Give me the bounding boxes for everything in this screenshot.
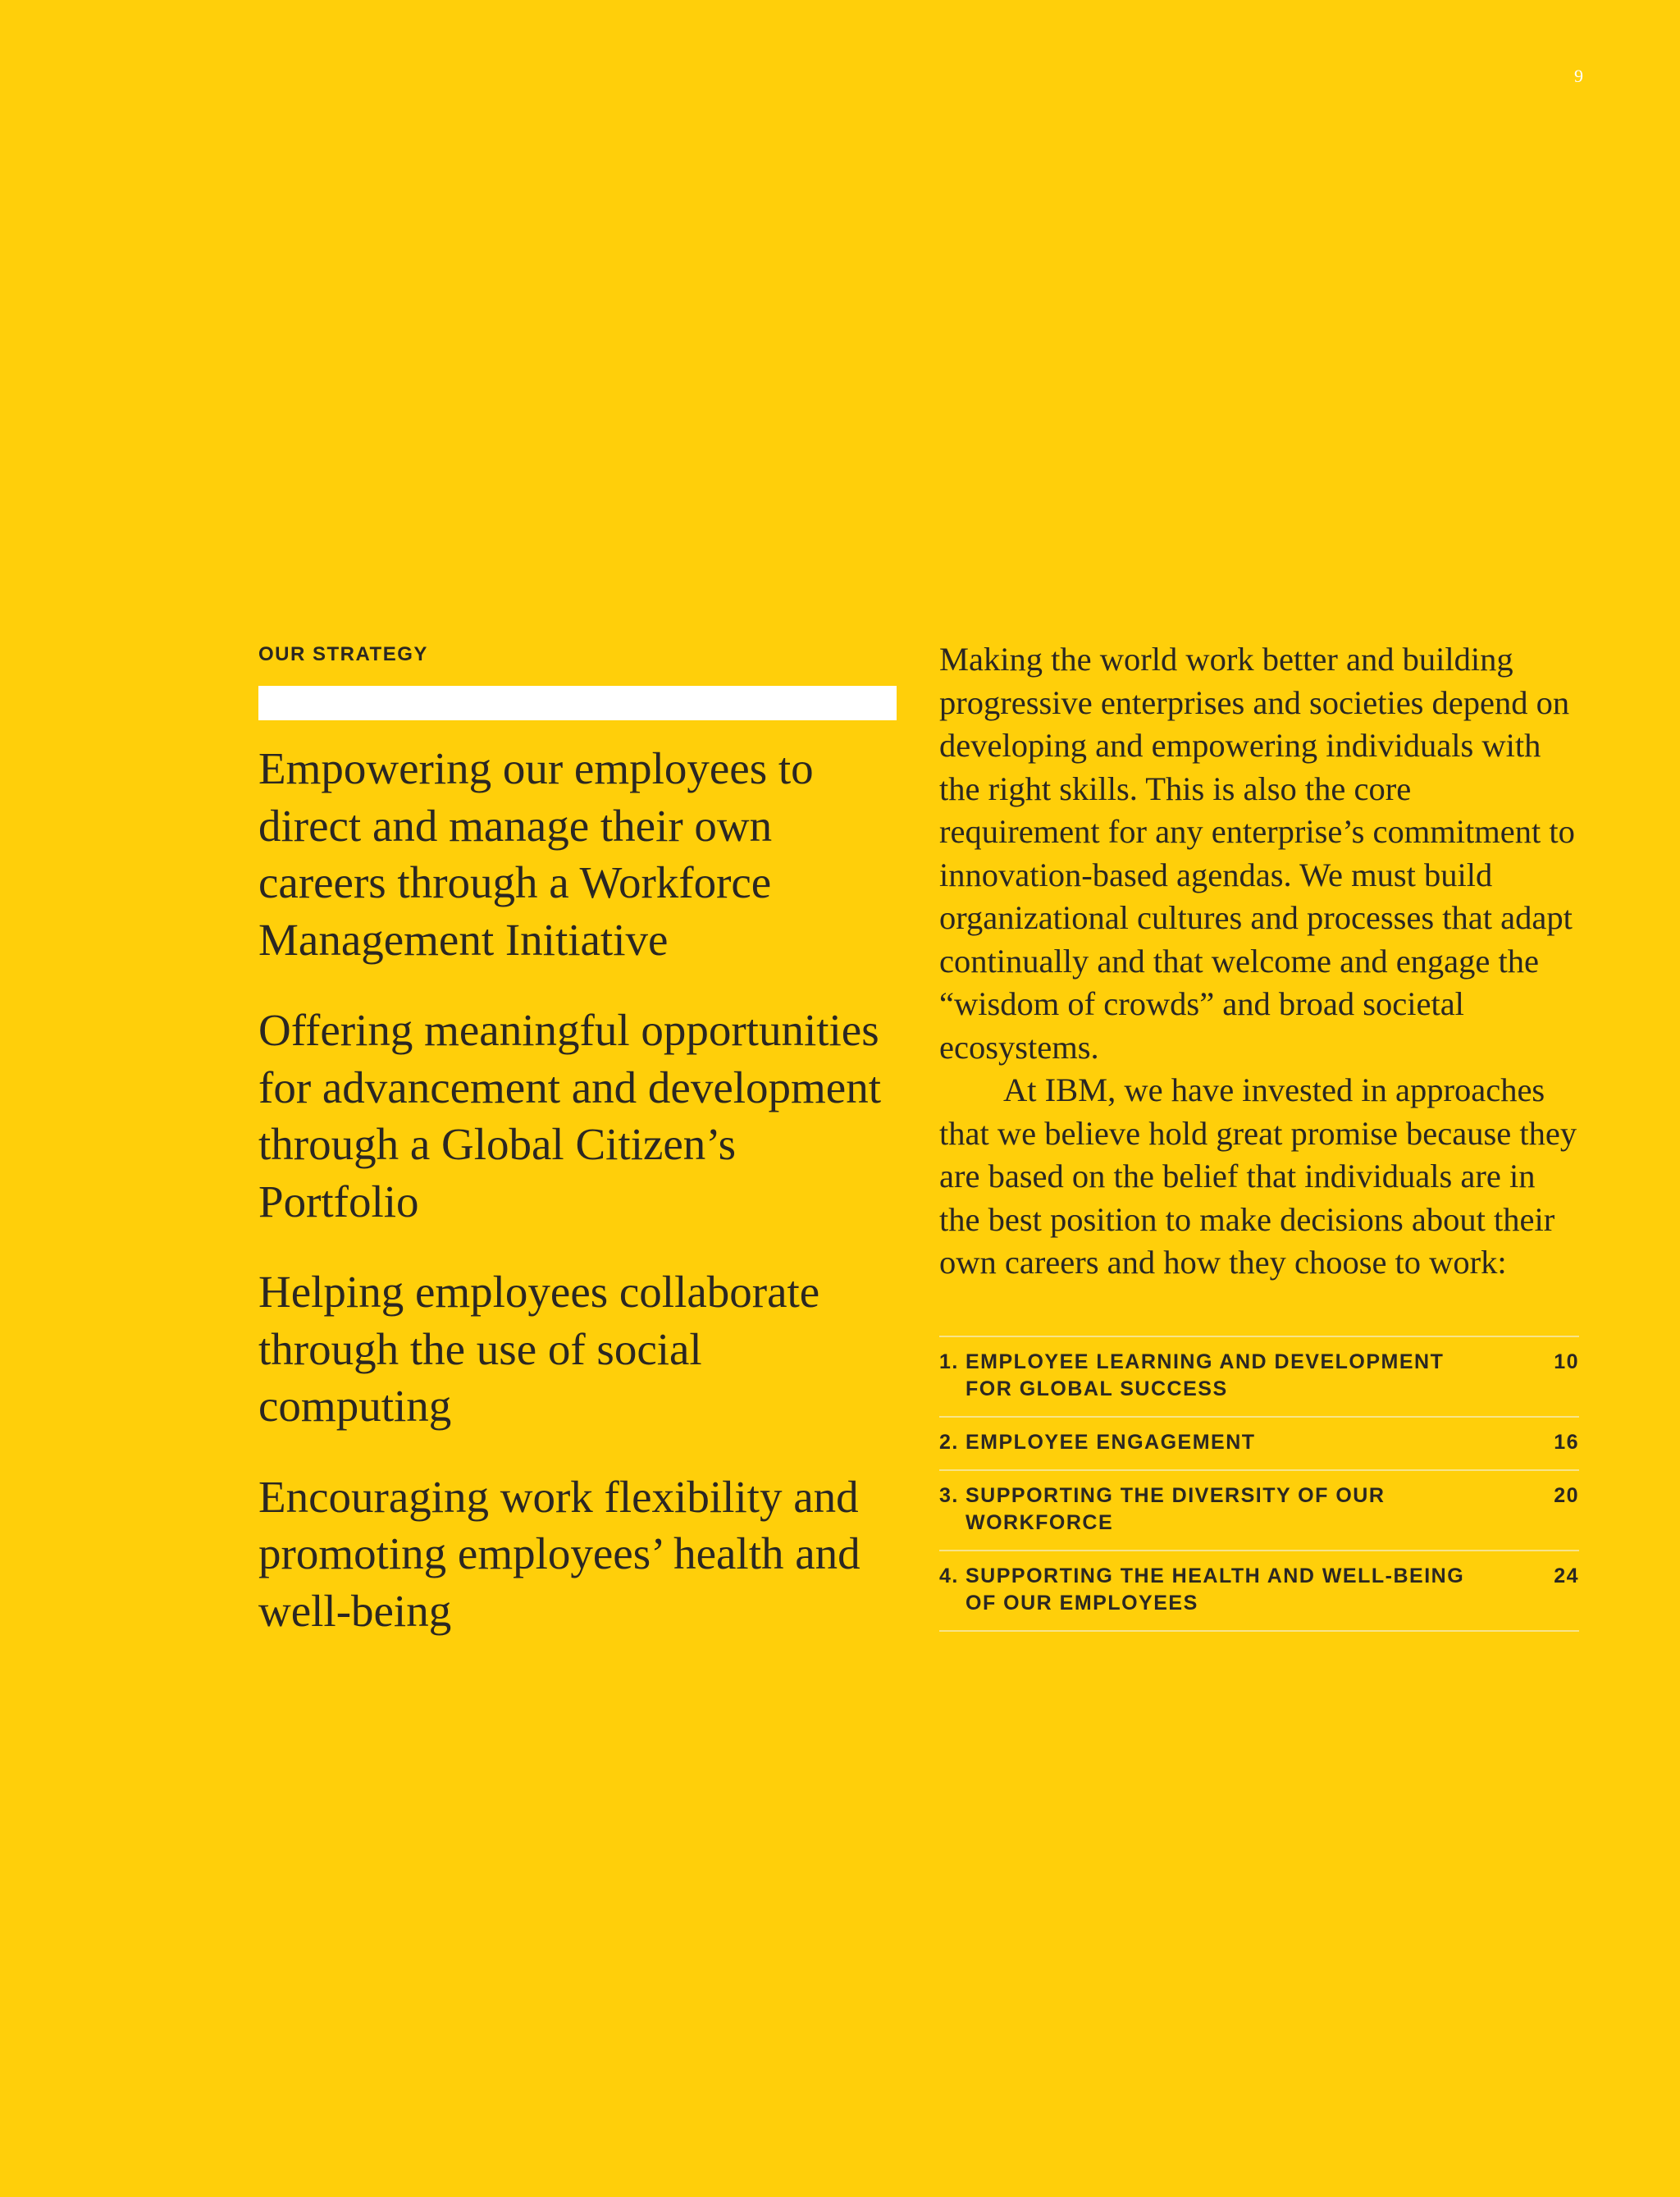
body-column [939,638,1579,1632]
toc-title: SUPPORTING THE HEALTH AND WELL-BEING OF OUR EMPLOYEES [966,1564,1465,1615]
strategy-item: Encouraging work flexibility and promoting employees’ health and well-being [258,1471,861,1636]
toc-page-number: 10 [1554,1350,1579,1373]
strategy-list [258,740,898,1639]
toc-number: 2. [939,1430,959,1454]
section-label: OUR STRATEGY [258,643,428,665]
toc-entry-health[interactable] [939,1551,1579,1632]
strategy-column [258,640,898,1673]
toc-entry-learning[interactable] [939,1337,1579,1418]
toc-number: 4. [939,1564,959,1587]
toc-page-number: 24 [1554,1564,1579,1587]
toc-title: EMPLOYEE ENGAGEMENT [966,1430,1256,1454]
toc-page-number: 20 [1554,1483,1579,1507]
toc-entry-diversity[interactable] [939,1471,1579,1551]
section-divider-bar [258,686,897,720]
strategy-item: Empowering our employees to direct and manage their own careers through a Workforce Management Initiative [258,743,814,965]
toc-page-number: 16 [1554,1430,1579,1454]
toc-entry-engagement[interactable] [939,1418,1579,1471]
approach-paragraph: At IBM, we have invested in approaches that we believe hold great promise because they are based on the belief that individuals are in the best position to make decisions about their own careers and how they choose to work: [939,1071,1577,1281]
page-number: 9 [1574,66,1583,86]
strategy-item: Helping employees collaborate through the use of social computing [258,1267,820,1431]
table-of-contents [939,1336,1579,1632]
toc-number: 1. [939,1350,959,1373]
intro-paragraph: Making the world work better and building progressive enterprises and societies depend on developing and empowering individuals with the right skills. This is also the core requirement for any enterprise’s commitment to innovation-based agendas. We must build organizational cultures and processes that adapt continually and that welcome and engage the “wisdom of crowds” and broad societal ecosystems. [939,641,1575,1066]
toc-title: EMPLOYEE LEARNING AND DEVELOPMENT FOR GLOBAL SUCCESS [966,1350,1445,1400]
toc-title: SUPPORTING THE DIVERSITY OF OUR WORKFORCE [966,1483,1386,1534]
toc-number: 3. [939,1483,959,1507]
strategy-item: Offering meaningful opportunities for advancement and development through a Global Citizen’s Portfolio [258,1005,881,1226]
